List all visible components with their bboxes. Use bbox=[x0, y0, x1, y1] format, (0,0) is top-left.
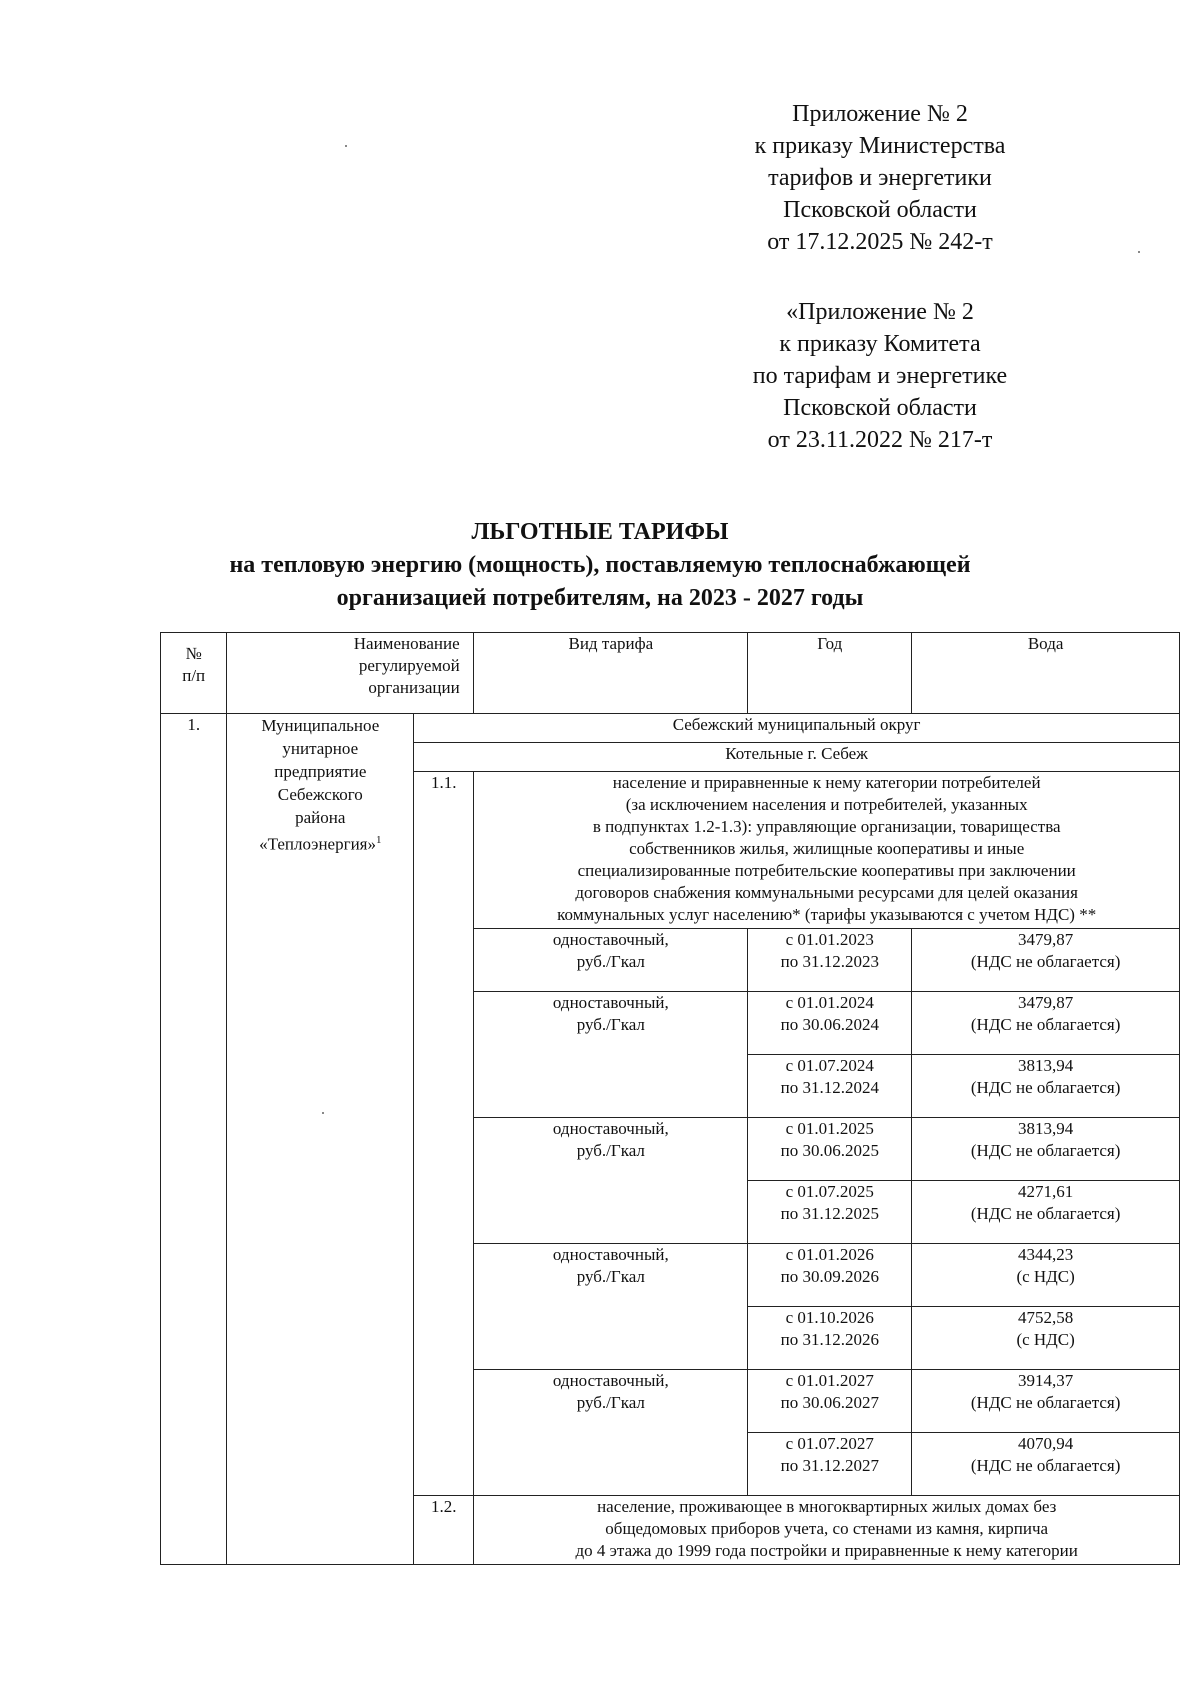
tariff-value: 4752,58 bbox=[1018, 1308, 1074, 1327]
period-from: с 01.07.2027 bbox=[785, 1434, 874, 1453]
tariff-value: 3813,94 bbox=[1018, 1119, 1074, 1138]
tariff-type-line: одноставочный, bbox=[552, 1119, 669, 1138]
period-to: по 31.12.2027 bbox=[780, 1456, 879, 1475]
header-num-line: № bbox=[185, 644, 202, 663]
tariff-type-cell bbox=[474, 1370, 748, 1496]
period-from: с 01.10.2026 bbox=[785, 1308, 874, 1327]
subsection-description bbox=[474, 772, 1180, 929]
water-tariff-cell bbox=[912, 1244, 1180, 1307]
period-to: по 30.06.2025 bbox=[780, 1141, 879, 1160]
appendix-line: от 23.11.2022 № 217-т bbox=[767, 427, 993, 453]
subsection-number: 1.1. bbox=[414, 772, 474, 1496]
water-tariff-cell bbox=[912, 1370, 1180, 1433]
tariff-value: 4344,23 bbox=[1018, 1245, 1074, 1264]
period-cell bbox=[748, 1307, 912, 1370]
org-name-cell bbox=[227, 714, 414, 1565]
description-line: собственников жилья, жилищные кооперативы и иные bbox=[629, 839, 1025, 858]
scan-speck bbox=[1138, 251, 1140, 253]
appendix-line: по тарифам и энергетике bbox=[752, 363, 1008, 389]
tariff-type-line: одноставочный, bbox=[552, 930, 669, 949]
tariff-type-line: руб./Гкал bbox=[576, 1393, 645, 1412]
org-name-line: Себежского bbox=[277, 785, 363, 804]
header-num bbox=[161, 633, 227, 714]
period-from: с 01.01.2027 bbox=[785, 1371, 874, 1390]
header-org bbox=[227, 633, 460, 714]
header-org-line: организации bbox=[368, 678, 460, 697]
vat-note: (НДС не облагается) bbox=[970, 952, 1121, 971]
description-line: население, проживающее в многоквартирных жилых домах без bbox=[597, 1497, 1057, 1516]
header-num-line: п/п bbox=[182, 666, 206, 685]
tariff-type-line: руб./Гкал bbox=[576, 952, 645, 971]
header-tariff-type: Вид тарифа bbox=[474, 633, 748, 714]
document-title bbox=[0, 516, 1200, 615]
subsection-number: 1.2. bbox=[414, 1496, 474, 1565]
water-tariff-cell bbox=[912, 1307, 1180, 1370]
org-number: 1. bbox=[161, 714, 227, 1565]
period-from: с 01.01.2023 bbox=[785, 930, 874, 949]
header-org-line: регулируемой bbox=[358, 656, 460, 675]
period-cell bbox=[748, 1181, 912, 1244]
org-name-line: унитарное bbox=[282, 739, 359, 758]
tariff-type-line: одноставочный, bbox=[552, 993, 669, 1012]
org-name-text: «Теплоэнергия» bbox=[259, 834, 376, 854]
description-line: (за исключением населения и потребителей, указанных bbox=[625, 795, 1028, 814]
period-to: по 31.12.2025 bbox=[780, 1204, 879, 1223]
description-line: договоров снабжения коммунальными ресурсами для целей оказания bbox=[575, 883, 1078, 902]
header-year: Год bbox=[748, 633, 912, 714]
tariff-type-line: руб./Гкал bbox=[576, 1015, 645, 1034]
tariff-type-cell bbox=[474, 1118, 748, 1244]
vat-note: (с НДС) bbox=[1016, 1267, 1075, 1286]
tariff-table bbox=[160, 632, 1180, 1565]
description-line: специализированные потребительские кооперативы при заключении bbox=[577, 861, 1076, 880]
tariff-type-cell bbox=[474, 1244, 748, 1370]
tariff-type-line: руб./Гкал bbox=[576, 1267, 645, 1286]
period-cell bbox=[748, 929, 912, 992]
tariff-type-cell bbox=[474, 992, 748, 1118]
boiler-cell: Котельные г. Себеж bbox=[414, 743, 1180, 772]
description-line: коммунальных услуг населению* (тарифы указываются с учетом НДС) ** bbox=[557, 905, 1097, 924]
period-to: по 31.12.2023 bbox=[780, 952, 879, 971]
org-name-line: Муниципальное bbox=[261, 716, 380, 735]
description-line: общедомовых приборов учета, со стенами из камня, кирпича bbox=[605, 1519, 1049, 1538]
vat-note: (НДС не облагается) bbox=[970, 1015, 1121, 1034]
water-tariff-cell bbox=[912, 992, 1180, 1055]
header-water: Вода bbox=[912, 633, 1180, 714]
period-cell bbox=[748, 992, 912, 1055]
period-from: с 01.01.2026 bbox=[785, 1245, 874, 1264]
scan-speck bbox=[345, 145, 347, 147]
appendix-line: «Приложение № 2 bbox=[786, 299, 974, 325]
table-header-row bbox=[161, 633, 1180, 714]
tariff-value: 4070,94 bbox=[1018, 1434, 1074, 1453]
title-line-1: ЛЬГОТНЫЕ ТАРИФЫ bbox=[471, 519, 729, 545]
period-to: по 30.06.2027 bbox=[780, 1393, 879, 1412]
appendix-line: от 17.12.2025 № 242-т bbox=[767, 229, 993, 255]
org-footnote-mark: 1 bbox=[376, 834, 382, 846]
tariff-type-line: одноставочный, bbox=[552, 1245, 669, 1264]
region-row bbox=[161, 714, 1180, 743]
description-line: в подпунктах 1.2-1.3): управляющие организации, товарищества bbox=[592, 817, 1061, 836]
water-tariff-cell bbox=[912, 1118, 1180, 1181]
appendix-header-original bbox=[700, 296, 1060, 456]
appendix-line: Приложение № 2 bbox=[792, 101, 968, 127]
tariff-type-line: руб./Гкал bbox=[576, 1141, 645, 1160]
water-tariff-cell bbox=[912, 929, 1180, 992]
period-from: с 01.01.2025 bbox=[785, 1119, 874, 1138]
title-line-2: на тепловую энергию (мощность), поставляемую теплоснабжающей bbox=[229, 552, 971, 578]
period-from: с 01.07.2025 bbox=[785, 1182, 874, 1201]
vat-note: (НДС не облагается) bbox=[970, 1078, 1121, 1097]
period-to: по 31.12.2024 bbox=[780, 1078, 879, 1097]
tariff-value: 3914,37 bbox=[1018, 1371, 1074, 1390]
water-tariff-cell bbox=[912, 1055, 1180, 1118]
appendix-line: Псковской области bbox=[783, 395, 977, 421]
tariff-value: 3479,87 bbox=[1018, 930, 1074, 949]
region-cell: Себежский муниципальный округ bbox=[414, 714, 1180, 743]
period-cell bbox=[748, 1118, 912, 1181]
vat-note: (НДС не облагается) bbox=[970, 1456, 1121, 1475]
tariff-value: 4271,61 bbox=[1018, 1182, 1074, 1201]
org-name-line: района bbox=[295, 808, 346, 827]
period-from: с 01.01.2024 bbox=[785, 993, 874, 1012]
period-to: по 31.12.2026 bbox=[780, 1330, 879, 1349]
vat-note: (НДС не облагается) bbox=[970, 1393, 1121, 1412]
period-cell bbox=[748, 1370, 912, 1433]
tariff-value: 3813,94 bbox=[1018, 1056, 1074, 1075]
tariff-type-cell bbox=[474, 929, 748, 992]
title-line-3: организацией потребителям, на 2023 - 2027 годы bbox=[336, 585, 864, 611]
org-name-line: предприятие bbox=[274, 762, 367, 781]
scan-speck bbox=[322, 1112, 324, 1114]
period-cell bbox=[748, 1055, 912, 1118]
period-to: по 30.09.2026 bbox=[780, 1267, 879, 1286]
period-from: с 01.07.2024 bbox=[785, 1056, 874, 1075]
period-to: по 30.06.2024 bbox=[780, 1015, 879, 1034]
period-cell bbox=[748, 1244, 912, 1307]
description-line: до 4 этажа до 1999 года постройки и приравненные к нему категории bbox=[575, 1541, 1078, 1560]
vat-note: (НДС не облагается) bbox=[970, 1204, 1121, 1223]
description-line: население и приравненные к нему категории потребителей bbox=[612, 773, 1041, 792]
tariff-type-line: одноставочный, bbox=[552, 1371, 669, 1390]
water-tariff-cell bbox=[912, 1433, 1180, 1496]
subsection-description bbox=[474, 1496, 1180, 1565]
header-org-line: Наименование bbox=[353, 634, 460, 653]
appendix-line: к приказу Комитета bbox=[779, 331, 981, 357]
org-name-line bbox=[231, 829, 409, 856]
tariff-value: 3479,87 bbox=[1018, 993, 1074, 1012]
appendix-line: тарифов и энергетики bbox=[768, 165, 992, 191]
vat-note: (НДС не облагается) bbox=[970, 1141, 1121, 1160]
water-tariff-cell bbox=[912, 1181, 1180, 1244]
appendix-line: Псковской области bbox=[783, 197, 977, 223]
period-cell bbox=[748, 1433, 912, 1496]
appendix-line: к приказу Министерства bbox=[754, 133, 1006, 159]
appendix-header-current bbox=[700, 98, 1060, 258]
vat-note: (с НДС) bbox=[1016, 1330, 1075, 1349]
